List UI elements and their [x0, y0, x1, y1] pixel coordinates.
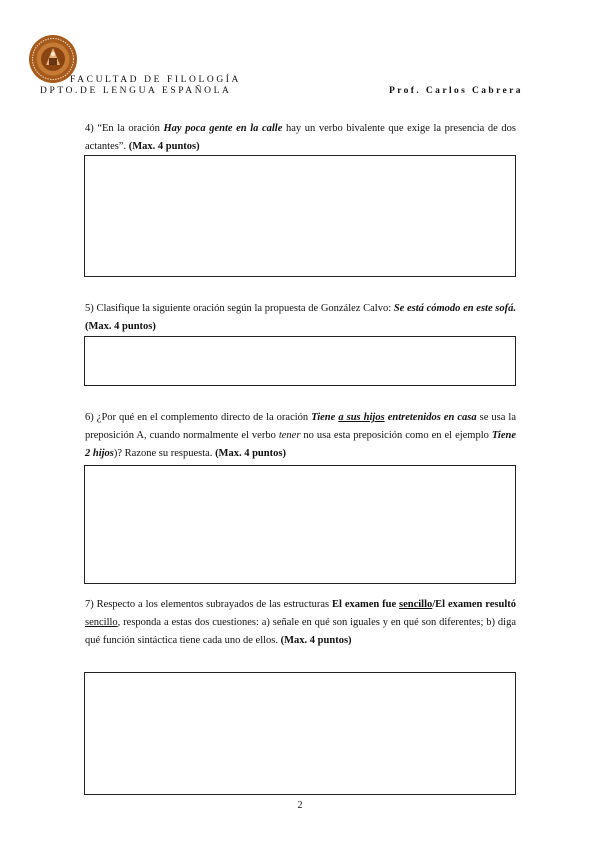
question-text: “En la oración — [97, 123, 164, 134]
answer-box-5[interactable] — [84, 336, 516, 386]
example-structures: El examen fue sencillo/El examen resultó — [332, 599, 517, 610]
answer-box-6[interactable] — [84, 465, 516, 584]
page-number: 2 — [297, 800, 303, 811]
question-6 — [85, 409, 516, 463]
example-sentence: Tiene 2 hijos — [85, 430, 516, 459]
question-points: (Max. 4 puntos) — [280, 635, 352, 646]
question-number: 6) — [85, 412, 97, 423]
underlined-element: a sus hijos — [338, 412, 385, 423]
question-text: Clasifique la siguiente oración según la propuesta de González Calvo: — [96, 303, 394, 314]
answer-box-7[interactable] — [84, 672, 516, 795]
answer-box-4[interactable] — [84, 155, 516, 277]
question-points: (Max. 4 puntos) — [85, 321, 156, 332]
question-text: se usa la preposición A, cuando normalmente el verbo — [85, 412, 516, 441]
question-text: Respecto a los elementos subrayados de las estructuras — [96, 599, 333, 610]
underlined-element: sencillo — [399, 599, 433, 610]
question-points: (Max. 4 puntos) — [215, 448, 286, 459]
question-4 — [85, 120, 516, 156]
question-points: (Max. 4 puntos) — [128, 141, 200, 152]
verb-term: tener — [278, 430, 301, 441]
underlined-element: sencillo — [85, 617, 118, 628]
question-number: 4) — [85, 123, 98, 134]
question-number: 7) — [85, 599, 97, 610]
department-name: DPTO.DE LENGUA ESPAÑOLA — [40, 86, 232, 96]
question-text: , responda a estas dos cuestiones: a) señale en qué son iguales y en qué son diferentes; b) diga qué función sintáctica tiene cada uno de ellos. — [85, 617, 516, 646]
question-5 — [85, 300, 516, 336]
question-text: )? Razone su respuesta. — [113, 448, 216, 459]
question-7 — [85, 596, 516, 650]
question-text: no usa esta preposición como en el ejemplo — [300, 430, 492, 441]
example-sentence: Tiene a sus hijos entretenidos en casa — [311, 412, 477, 423]
example-sentence: Se está cómodo en este sofá. — [393, 303, 517, 314]
professor-name: Prof. Carlos Cabrera — [389, 86, 523, 96]
question-text: hay un verbo bivalente que exige la presencia de dos actantes”. — [85, 123, 517, 152]
question-text: ¿Por qué en el complemento directo de la oración — [96, 412, 312, 423]
faculty-name: FACULTAD DE FILOLOGÍA — [70, 75, 242, 85]
example-sentence: Hay poca gente en la calle — [163, 123, 283, 134]
question-number: 5) — [85, 303, 97, 314]
